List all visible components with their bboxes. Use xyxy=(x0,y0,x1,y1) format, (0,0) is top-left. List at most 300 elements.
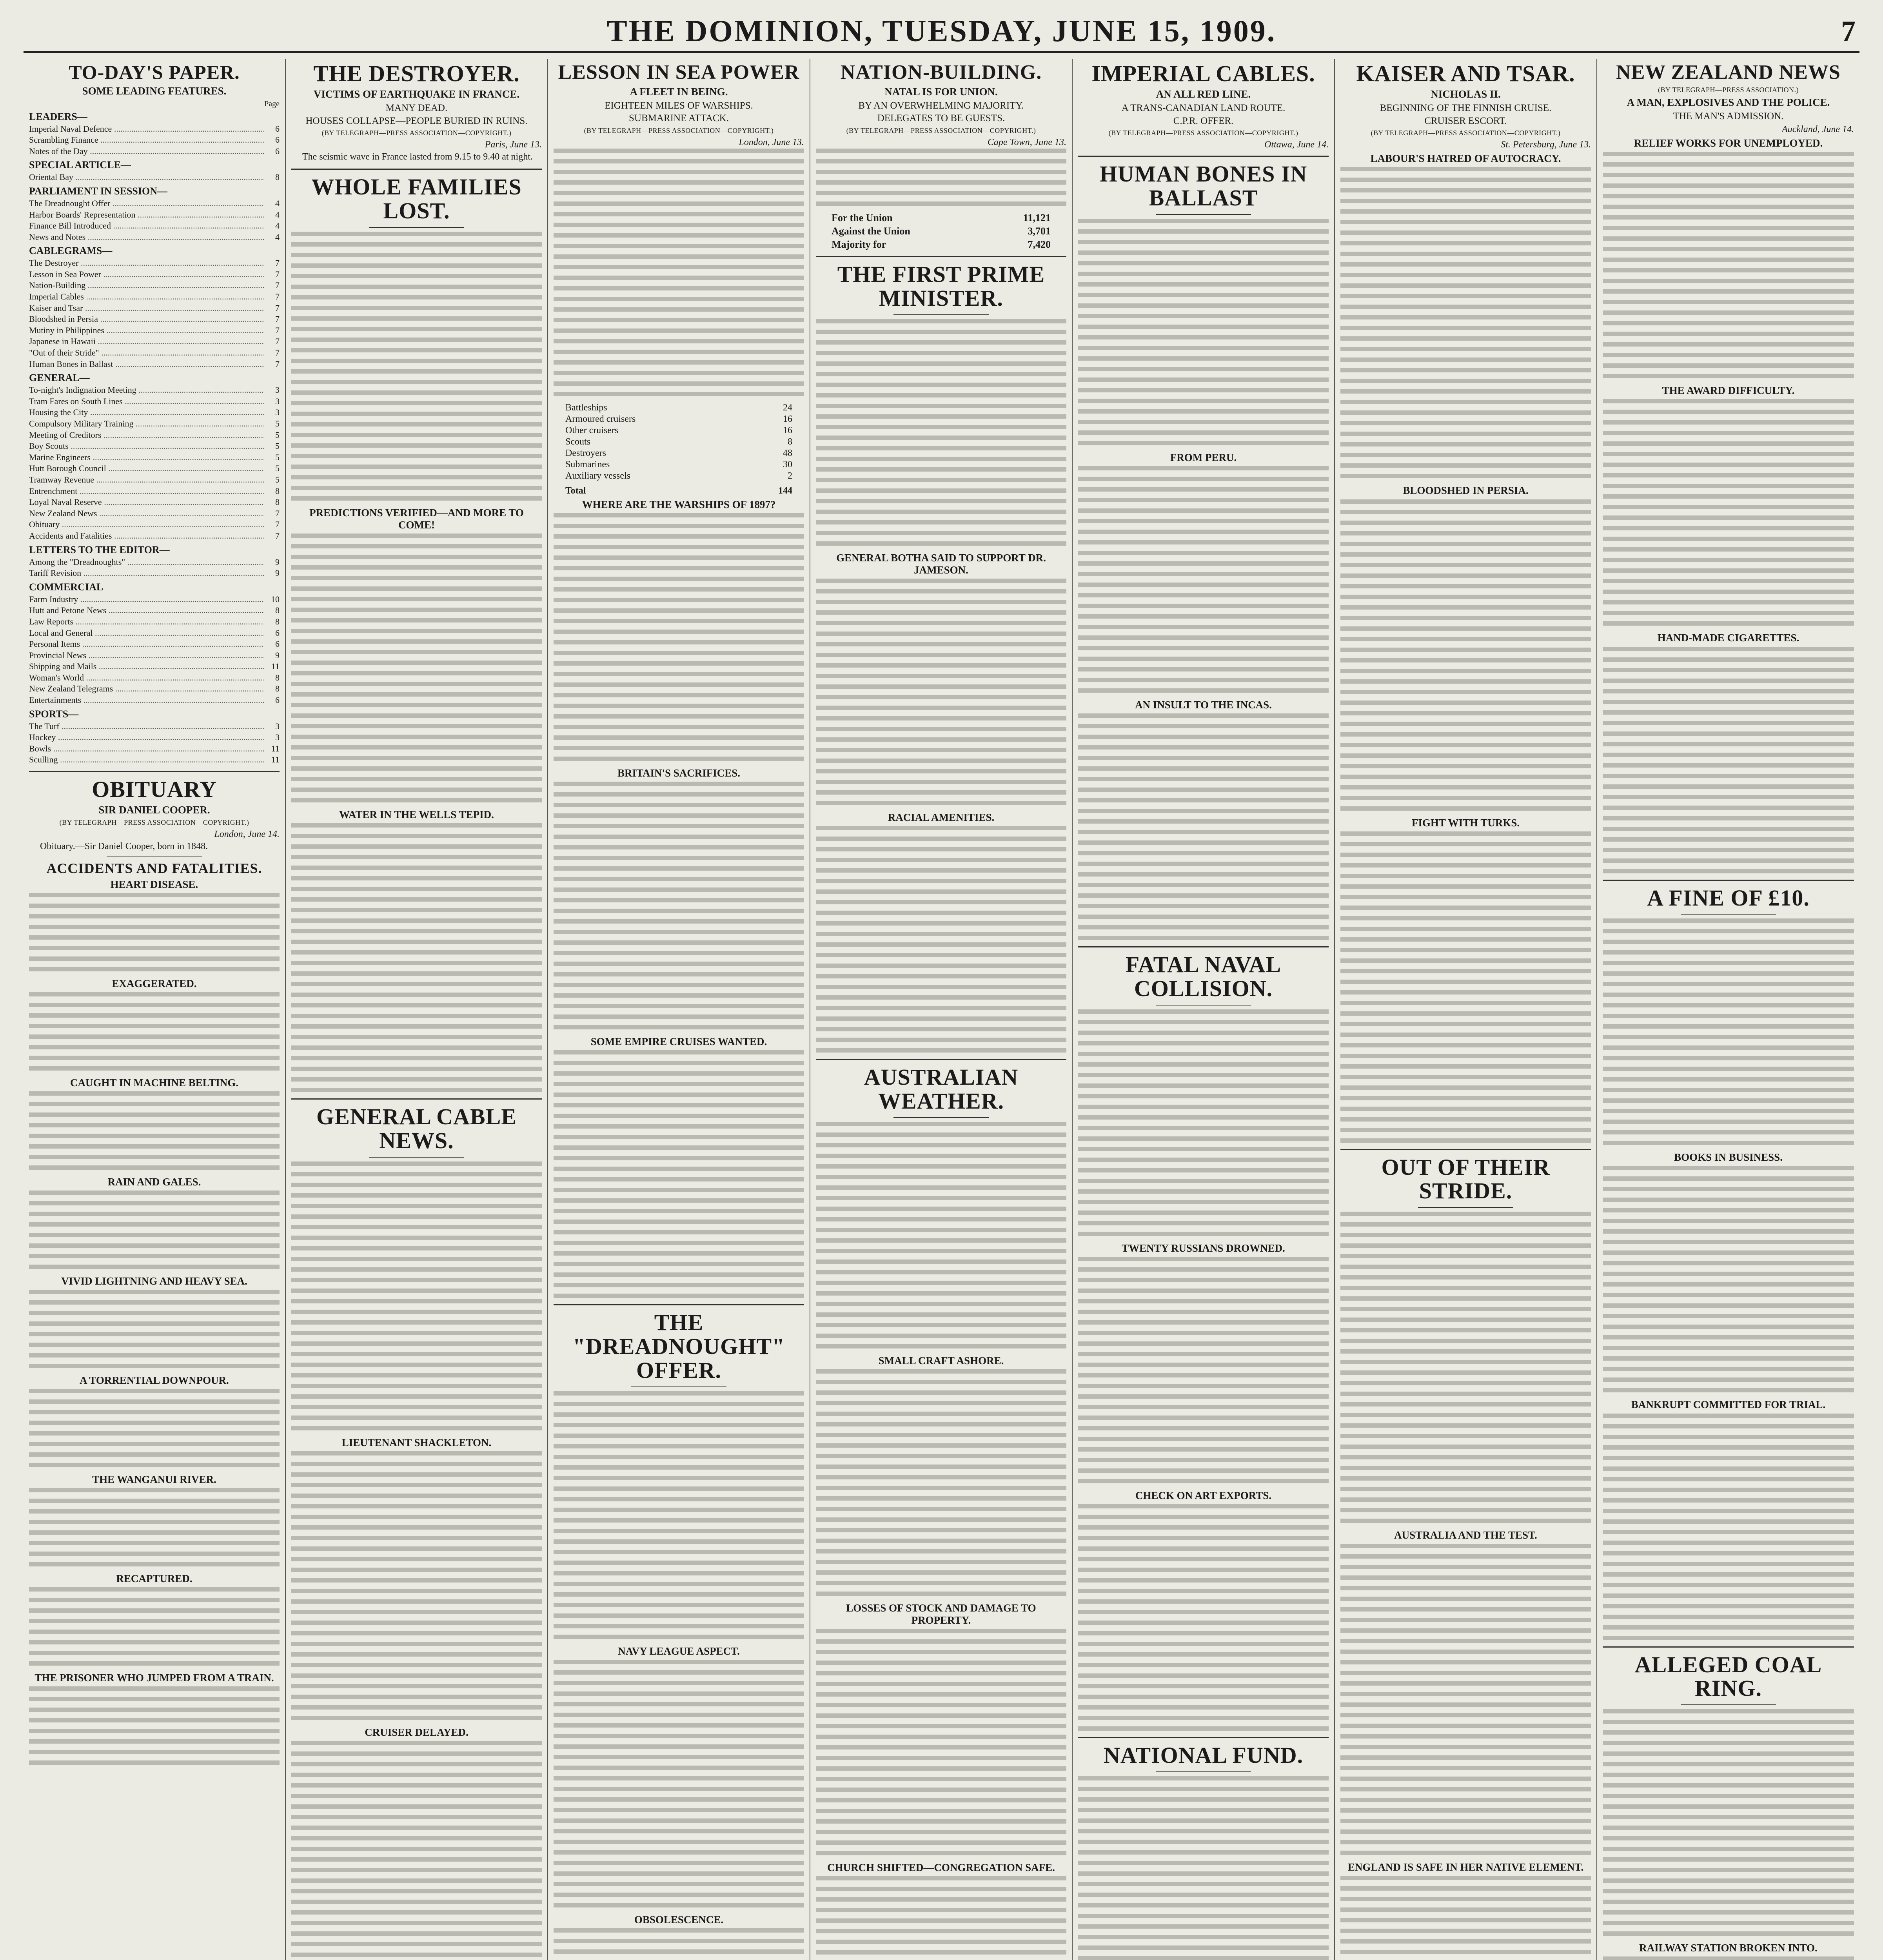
filler-text xyxy=(1340,831,1591,1143)
filler-text xyxy=(816,1876,1066,1960)
nz-news-sub3: THE MAN'S ADMISSION. xyxy=(1673,111,1784,122)
kaiser-tsar-sub2: BEGINNING OF THE FINNISH CRUISE. xyxy=(1380,102,1552,113)
filler-text xyxy=(554,149,804,396)
index-item-page: 6 xyxy=(275,628,280,638)
nation-building-heading: NATION-BUILDING. xyxy=(840,61,1042,83)
index-item-page: 7 xyxy=(275,258,280,268)
article-subheading: RELIEF WORKS FOR UNEMPLOYED. xyxy=(1634,137,1823,149)
index-item xyxy=(29,754,280,766)
index-item-page: 4 xyxy=(275,221,280,231)
index-item-label: Hockey ..... xyxy=(29,732,264,743)
index-item xyxy=(29,258,280,269)
index-item xyxy=(29,452,280,463)
index-item xyxy=(29,743,280,755)
index-section-title: COMMERCIAL xyxy=(29,581,104,593)
column-2 xyxy=(286,59,548,1960)
index-item-label: The Destroyer ..... xyxy=(29,258,264,269)
index-item-page: 7 xyxy=(275,508,280,518)
page-number: 7 xyxy=(1841,15,1856,47)
vote-row xyxy=(816,239,1066,250)
article-subheading: BRITAIN'S SACRIFICES. xyxy=(617,767,741,779)
nation-building-articles xyxy=(816,256,1066,1960)
article-subheading: EXAGGERATED. xyxy=(112,977,197,989)
heading-rule xyxy=(369,227,464,228)
index-item-page: 9 xyxy=(275,650,280,660)
index-item-label: Boy Scouts ..... xyxy=(29,441,264,452)
index-item-page: 11 xyxy=(271,743,280,753)
index-item-page: 8 xyxy=(275,486,280,496)
kaiser-tsar-sub3: CRUISER ESCORT. xyxy=(1424,115,1507,126)
section-rule xyxy=(291,1098,542,1100)
index-item xyxy=(29,303,280,314)
page-label: Page xyxy=(264,99,280,108)
index-item-page: 7 xyxy=(275,530,280,541)
destroyer-articles xyxy=(291,169,542,1960)
nation-building-sub2: BY AN OVERWHELMING MAJORITY. xyxy=(858,100,1024,111)
fleet-row xyxy=(554,471,804,481)
index-item xyxy=(29,418,280,430)
index-item xyxy=(29,146,280,157)
article-subheading: RECAPTURED. xyxy=(116,1572,192,1584)
article-subheading: SMALL CRAFT ASHORE. xyxy=(878,1354,1004,1367)
sea-power-articles xyxy=(554,499,804,1960)
index-item-label: Kaiser and Tsar ..... xyxy=(29,303,264,314)
index-item xyxy=(29,134,280,146)
fleet-row-label: Submarines xyxy=(565,459,610,470)
destroyer-heading: THE DESTROYER. xyxy=(313,61,520,86)
index-item-label: Hutt Borough Council ..... xyxy=(29,463,264,474)
index-item-label: News and Notes ..... xyxy=(29,232,264,243)
index-item-label: Local and General ..... xyxy=(29,628,264,639)
kaiser-tsar-heading: KAISER AND TSAR. xyxy=(1356,61,1575,86)
index-item-label: Personal Items ..... xyxy=(29,639,264,650)
index-item xyxy=(29,280,280,291)
article-heading: AUSTRALIAN WEATHER. xyxy=(864,1064,1019,1114)
filler-text xyxy=(1603,918,1854,1145)
index-item-page: 4 xyxy=(275,209,280,220)
fleet-row-label: Battleships xyxy=(565,403,607,413)
fleet-row-label: Auxiliary vessels xyxy=(565,471,630,481)
filler-text xyxy=(554,1928,804,1960)
index-item xyxy=(29,672,280,684)
filler-text xyxy=(291,1451,542,1720)
index-item-page: 11 xyxy=(271,661,280,671)
vote-value: 11,121 xyxy=(1023,212,1051,224)
index-item-page: 11 xyxy=(271,755,280,765)
nz-news-dateline: Auckland, June 14. xyxy=(1782,124,1854,135)
index-item-page: 3 xyxy=(275,385,280,395)
article-subheading: A TORRENTIAL DOWNPOUR. xyxy=(80,1374,229,1386)
todays-paper-heading: TO-DAY'S PAPER. xyxy=(69,61,240,83)
article-subheading: ENGLAND IS SAFE IN HER NATIVE ELEMENT. xyxy=(1347,1861,1584,1873)
filler-text xyxy=(1603,399,1854,626)
section-rule xyxy=(1078,946,1329,947)
filler-text xyxy=(29,1587,280,1666)
kaiser-tsar-articles xyxy=(1340,152,1591,1960)
index-item-page: 7 xyxy=(275,292,280,302)
index-item xyxy=(29,359,280,370)
filler-text xyxy=(29,1488,280,1566)
index-item-page: 5 xyxy=(275,452,280,462)
filler-text xyxy=(29,893,280,971)
column-6 xyxy=(1335,59,1597,1960)
index-item-label: Mutiny in Philippines ..... xyxy=(29,325,264,336)
article-heading: THE FIRST PRIME MINISTER. xyxy=(837,261,1045,311)
section-rule xyxy=(1603,1646,1854,1648)
sea-power-sub3: SUBMARINE ATTACK. xyxy=(629,113,729,124)
heading-rule xyxy=(1681,1704,1776,1705)
index-item-label: Oriental Bay ..... xyxy=(29,172,264,183)
index-item xyxy=(29,605,280,616)
filler-text xyxy=(29,1686,280,1765)
index-item xyxy=(29,172,280,183)
filler-text xyxy=(1340,499,1591,811)
filler-text xyxy=(816,149,1066,206)
index-item xyxy=(29,628,280,639)
index-item-label: Finance Bill Introduced ..... xyxy=(29,220,264,232)
index-item-label: Hutt and Petone News ..... xyxy=(29,605,264,616)
fleet-row-value: 30 xyxy=(783,459,792,470)
article-subheading: CHECK ON ART EXPORTS. xyxy=(1135,1490,1272,1502)
filler-text xyxy=(554,1660,804,1907)
article-heading: HUMAN BONES IN BALLAST xyxy=(1099,161,1307,211)
section-rule xyxy=(291,169,542,170)
index-item-label: Japanese in Hawaii ..... xyxy=(29,336,264,347)
nation-building-sub: NATAL IS FOR UNION. xyxy=(884,85,998,98)
obituary-dateline: London, June 14. xyxy=(214,829,280,839)
filler-text xyxy=(1078,1504,1329,1731)
kaiser-tsar-sub: NICHOLAS II. xyxy=(1431,88,1501,100)
index-item-page: 6 xyxy=(275,123,280,134)
fleet-row-value: 48 xyxy=(783,448,792,459)
nz-news-credit: (BY TELEGRAPH—PRESS ASSOCIATION.) xyxy=(1658,85,1799,94)
filler-text xyxy=(1340,1544,1591,1855)
filler-text xyxy=(816,319,1066,546)
imperial-cables-dateline: Ottawa, June 14. xyxy=(1264,140,1329,150)
index-item-page: 5 xyxy=(275,441,280,451)
index-item-label: Imperial Cables ..... xyxy=(29,291,264,303)
index-item-page: 3 xyxy=(275,396,280,406)
sea-power-heading: LESSON IN SEA POWER xyxy=(558,61,800,83)
index-item-page: 8 xyxy=(275,684,280,694)
article-subheading: THE PRISONER WHO JUMPED FROM A TRAIN. xyxy=(35,1671,274,1684)
fleet-row xyxy=(554,448,804,459)
fleet-row xyxy=(554,459,804,470)
filler-text xyxy=(1340,1876,1591,1960)
vote-label: Majority for xyxy=(832,239,886,250)
article-heading: OUT OF THEIR STRIDE. xyxy=(1381,1154,1550,1204)
filler-text xyxy=(554,1050,804,1298)
article-subheading: NAVY LEAGUE ASPECT. xyxy=(618,1645,740,1657)
index-item xyxy=(29,639,280,650)
heading-rule xyxy=(1681,914,1776,915)
index-item-label: Notes of the Day ..... xyxy=(29,146,264,157)
index-item-label: Farm Industry ..... xyxy=(29,594,264,605)
nation-building-credit: (BY TELEGRAPH—PRESS ASSOCIATION—COPYRIGHT.) xyxy=(846,127,1036,135)
index-item-page: 5 xyxy=(275,419,280,429)
column-7 xyxy=(1597,59,1859,1960)
heading-rule xyxy=(1156,1771,1251,1772)
destroyer-sub2: MANY DEAD. xyxy=(385,102,448,113)
column-1 xyxy=(24,59,286,1960)
destroyer-credit: (BY TELEGRAPH—PRESS ASSOCIATION—COPYRIGHT.) xyxy=(321,129,512,137)
fleet-row xyxy=(554,437,804,447)
imperial-cables-sub2: A TRANS-CANADIAN LAND ROUTE. xyxy=(1121,102,1286,113)
article-heading: THE "DREADNOUGHT" OFFER. xyxy=(572,1310,785,1383)
obituary-heading: OBITUARY xyxy=(92,777,217,802)
heading-rule xyxy=(893,314,989,315)
index-item-label: Entrenchment ..... xyxy=(29,486,264,497)
filler-text xyxy=(1078,1257,1329,1483)
masthead xyxy=(24,8,1859,53)
index-item-label: Human Bones in Ballast ..... xyxy=(29,359,264,370)
index-item-label: New Zealand News ..... xyxy=(29,508,264,519)
destroyer-sub3: HOUSES COLLAPSE—PEOPLE BURIED IN RUINS. xyxy=(305,115,528,126)
obituary-sub: SIR DANIEL COOPER. xyxy=(98,804,210,816)
index-section-title: SPECIAL ARTICLE— xyxy=(29,159,131,171)
article-subheading: THE WANGANUI RIVER. xyxy=(92,1473,216,1485)
article-subheading: AN INSULT TO THE INCAS. xyxy=(1135,699,1272,711)
index-item-page: 7 xyxy=(275,314,280,324)
filler-text xyxy=(1078,713,1329,940)
heading-rule xyxy=(1418,1207,1513,1208)
index-item-page: 3 xyxy=(275,732,280,742)
article-subheading: RACIAL AMENITIES. xyxy=(888,811,995,824)
fleet-row-label: Armoured cruisers xyxy=(565,414,636,425)
index-item-label: Loyal Naval Reserve ..... xyxy=(29,497,264,508)
index-item-page: 7 xyxy=(275,348,280,358)
column-4 xyxy=(810,59,1073,1960)
index-section-title: CABLEGRAMS— xyxy=(29,245,113,257)
index-item xyxy=(29,463,280,474)
article-subheading: THE AWARD DIFFICULTY. xyxy=(1662,385,1795,397)
imperial-cables-sub: AN ALL RED LINE. xyxy=(1156,88,1251,100)
fleet-table xyxy=(554,403,804,481)
todays-paper-sub: SOME LEADING FEATURES. xyxy=(82,85,227,97)
section-rule xyxy=(816,256,1066,257)
index-item-label: Meeting of Creditors ..... xyxy=(29,430,264,441)
article-subheading: VIVID LIGHTNING AND HEAVY SEA. xyxy=(61,1275,247,1287)
article-subheading: AUSTRALIA AND THE TEST. xyxy=(1394,1529,1537,1541)
vote-label: For the Union xyxy=(832,212,893,224)
index-item-page: 6 xyxy=(275,639,280,649)
nation-building-sub3: DELEGATES TO BE GUESTS. xyxy=(877,113,1005,124)
article-subheading: RAILWAY STATION BROKEN INTO. xyxy=(1639,1942,1818,1954)
section-rule xyxy=(554,1304,804,1305)
filler-text xyxy=(29,1191,280,1269)
column-5 xyxy=(1073,59,1335,1960)
index-item-label: Shipping and Mails ..... xyxy=(29,661,264,672)
index-item xyxy=(29,530,280,542)
index-list xyxy=(29,111,280,766)
accidents-heading: ACCIDENTS AND FATALITIES. xyxy=(46,860,262,876)
index-item xyxy=(29,407,280,418)
filler-text xyxy=(816,826,1066,1053)
article-subheading: FIGHT WITH TURKS. xyxy=(1411,817,1520,829)
filler-text xyxy=(816,1629,1066,1855)
fleet-row xyxy=(554,414,804,425)
article-subheading: BOOKS IN BUSINESS. xyxy=(1674,1151,1783,1163)
index-item-label: Tramway Revenue ..... xyxy=(29,474,264,486)
kaiser-tsar-credit: (BY TELEGRAPH—PRESS ASSOCIATION—COPYRIGHT.) xyxy=(1371,129,1561,137)
index-item xyxy=(29,220,280,232)
index-item-page: 7 xyxy=(275,325,280,335)
index-item xyxy=(29,269,280,280)
filler-text xyxy=(1340,167,1591,478)
fleet-row-value: 8 xyxy=(788,437,792,447)
obituary-text: Obituary.—Sir Daniel Cooper, born in 1848. xyxy=(40,841,208,851)
heading-rule xyxy=(1156,214,1251,215)
index-item xyxy=(29,474,280,486)
sea-power-dateline: London, June 13. xyxy=(739,137,804,148)
article-heading: WHOLE FAMILIES LOST. xyxy=(311,174,522,224)
index-item-label: "Out of their Stride" ..... xyxy=(29,347,264,359)
article-subheading: SOME EMPIRE CRUISES WANTED. xyxy=(590,1036,767,1048)
filler-text xyxy=(29,1091,280,1170)
article-subheading: GENERAL BOTHA SAID TO SUPPORT DR. JAMESON. xyxy=(836,552,1046,576)
destroyer-lead: The seismic wave in France lasted from 9.15 to 9.40 at night. xyxy=(302,152,533,162)
article-subheading: PREDICTIONS VERIFIED—AND MORE TO COME! xyxy=(309,506,524,531)
index-item-page: 7 xyxy=(275,359,280,369)
filler-text xyxy=(816,1122,1066,1348)
index-item xyxy=(29,568,280,579)
article-subheading: LABOUR'S HATRED OF AUTOCRACY. xyxy=(1370,152,1561,165)
index-section-title: SPORTS— xyxy=(29,708,79,720)
index-item-label: Entertainments ..... xyxy=(29,695,264,706)
index-item-page: 6 xyxy=(275,135,280,145)
article-subheading: HAND-MADE CIGARETTES. xyxy=(1657,632,1799,644)
nation-building-dateline: Cape Town, June 13. xyxy=(987,137,1066,148)
index-item xyxy=(29,519,280,530)
index-item-label: New Zealand Telegrams ..... xyxy=(29,683,264,695)
obituary-credit: (BY TELEGRAPH—PRESS ASSOCIATION—COPYRIGHT.) xyxy=(59,818,249,826)
section-rule xyxy=(1078,1737,1329,1738)
imperial-cables-articles xyxy=(1078,156,1329,1960)
index-item-label: Tariff Revision ..... xyxy=(29,568,264,579)
index-item-page: 5 xyxy=(275,430,280,440)
index-item xyxy=(29,497,280,508)
index-item-label: Among the "Dreadnoughts" ..... xyxy=(29,557,264,568)
filler-text xyxy=(291,534,542,802)
news-columns xyxy=(24,59,1859,1960)
index-item-page: 6 xyxy=(275,695,280,705)
index-section-title: LEADERS— xyxy=(29,111,87,122)
filler-text xyxy=(554,513,804,761)
filler-text xyxy=(291,1741,542,1960)
article-subheading: TWENTY RUSSIANS DROWNED. xyxy=(1122,1242,1285,1254)
filler-text xyxy=(1603,152,1854,378)
index-item-label: Bowls ..... xyxy=(29,743,264,755)
section-rule xyxy=(1340,1149,1591,1150)
filler-text xyxy=(1603,1414,1854,1640)
article-subheading: BLOODSHED IN PERSIA. xyxy=(1403,485,1529,497)
index-item xyxy=(29,232,280,243)
imperial-cables-heading: IMPERIAL CABLES. xyxy=(1091,61,1315,86)
index-item-page: 8 xyxy=(275,172,280,182)
index-item-label: Marine Engineers ..... xyxy=(29,452,264,463)
index-section-title: LETTERS TO THE EDITOR— xyxy=(29,544,170,555)
sea-power-sub: A FLEET IN BEING. xyxy=(630,85,728,98)
index-item xyxy=(29,616,280,628)
index-item-label: Compulsory Military Training ..... xyxy=(29,418,264,430)
fleet-row-label: Other cruisers xyxy=(565,425,619,436)
heading-rule xyxy=(893,1117,989,1118)
article-heading: NATIONAL FUND. xyxy=(1103,1742,1304,1768)
index-item xyxy=(29,123,280,135)
article-subheading: CRUISER DELAYED. xyxy=(365,1726,468,1738)
index-item-page: 8 xyxy=(275,672,280,682)
index-item-label: Law Reports ..... xyxy=(29,616,264,628)
article-subheading: HEART DISEASE. xyxy=(110,878,198,890)
heading-rule xyxy=(369,1157,464,1158)
article-subheading: CAUGHT IN MACHINE BELTING. xyxy=(70,1076,239,1089)
vote-value: 3,701 xyxy=(1028,225,1051,237)
filler-text xyxy=(1603,647,1854,873)
index-item xyxy=(29,347,280,359)
index-item-label: Imperial Naval Defence ..... xyxy=(29,123,264,135)
index-item-page: 8 xyxy=(275,605,280,615)
index-item-page: 5 xyxy=(275,474,280,485)
filler-text xyxy=(554,1391,804,1639)
destroyer-sub: VICTIMS OF EARTHQUAKE IN FRANCE. xyxy=(313,88,520,100)
article-subheading: CHURCH SHIFTED—CONGREGATION SAFE. xyxy=(827,1861,1055,1873)
article-subheading: LOSSES OF STOCK AND DAMAGE TO PROPERTY. xyxy=(846,1602,1036,1626)
index-item-label: Harbor Boards' Representation ..... xyxy=(29,209,264,221)
index-item-page: 4 xyxy=(275,232,280,242)
index-item-label: Accidents and Fatalities ..... xyxy=(29,530,264,542)
article-subheading: LIEUTENANT SHACKLETON. xyxy=(341,1436,492,1448)
index-item-page: 5 xyxy=(275,463,280,474)
filler-text xyxy=(1603,1166,1854,1392)
nz-news-articles xyxy=(1603,137,1854,1960)
index-item-page: 6 xyxy=(275,146,280,156)
index-item-label: Scrambling Finance ..... xyxy=(29,134,264,146)
vote-label: Against the Union xyxy=(832,225,910,237)
fleet-row xyxy=(554,403,804,413)
fleet-row-value: 2 xyxy=(788,471,792,481)
filler-text xyxy=(291,232,542,501)
article-heading: A FINE OF £10. xyxy=(1647,885,1810,911)
index-item-page: 3 xyxy=(275,721,280,731)
index-item-label: Tram Fares on South Lines ..... xyxy=(29,396,264,407)
section-rule xyxy=(1078,156,1329,157)
index-item-page: 10 xyxy=(271,594,280,604)
imperial-cables-sub3: C.P.R. OFFER. xyxy=(1173,115,1234,126)
article-subheading: BANKRUPT COMMITTED FOR TRIAL. xyxy=(1631,1399,1826,1411)
filler-text xyxy=(1340,1212,1591,1523)
filler-text xyxy=(1603,1709,1854,1936)
nz-news-sub: A MAN, EXPLOSIVES AND THE POLICE. xyxy=(1627,96,1830,108)
filler-text xyxy=(29,992,280,1071)
index-item-label: Sculling ..... xyxy=(29,754,264,766)
filler-text xyxy=(1078,1776,1329,1960)
index-item xyxy=(29,650,280,661)
fleet-row-value: 24 xyxy=(783,403,792,413)
filler-text xyxy=(1078,466,1329,693)
article-heading: FATAL NAVAL COLLISION. xyxy=(1125,952,1282,1002)
index-item xyxy=(29,508,280,519)
index-item xyxy=(29,385,280,396)
vote-row xyxy=(816,225,1066,237)
index-item-page: 7 xyxy=(275,519,280,530)
index-item-page: 7 xyxy=(275,336,280,347)
index-item-label: The Turf ..... xyxy=(29,721,264,732)
index-item-label: Housing the City ..... xyxy=(29,407,264,418)
filler-text xyxy=(1078,1009,1329,1236)
index-item xyxy=(29,430,280,441)
index-item-label: Nation-Building ..... xyxy=(29,280,264,291)
article-subheading: FROM PERU. xyxy=(1170,452,1237,464)
